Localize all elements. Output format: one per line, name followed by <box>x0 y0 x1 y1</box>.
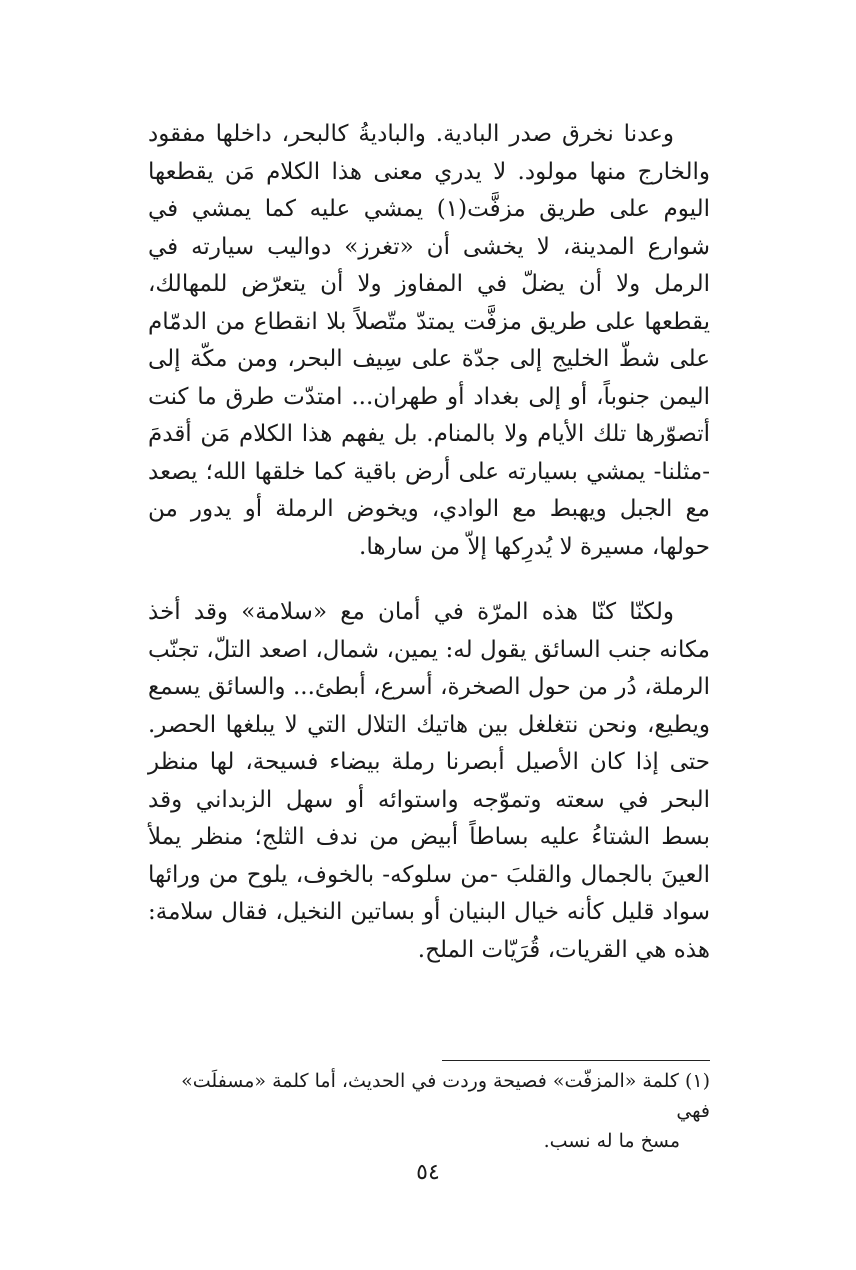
footnote-line-1: (١) كلمة «المزفّت» فصيحة وردت في الحديث، أما كلمة «مسفلَت» فهي <box>181 1070 710 1122</box>
footnote-divider <box>442 1060 710 1061</box>
paragraph-text: وعدنا نخرق صدر البادية. والباديةُ كالبحر، داخلها مفقود والخارج منها مولود. لا يدري معنى هذا الكلام مَن يقطعها اليوم على طريق مزفَّت(١) يمشي عليه كما يمشي في شوارع المدينة، لا يخشى أن «تغرز» دواليب سيارته في الرمل ولا أن يضلّ في المفاوز ولا أن يتعرّض للمهالك، يقطعها على طريق مزفَّت يمتدّ متّصلاً بلا انقطاع من الدمّام على شطّ الخليج إلى جدّة على سِيف البحر، ومن مكّة إلى اليمن جنوباً، أو إلى بغداد أو طهران... امتدّت طرق ما كنت أتصوّرها تلك الأيام ولا بالمنام. بل يفهم هذا الكلام مَن أقدمَ -مثلنا- يمشي بسيارته على أرض باقية كما خلقها الله؛ يصعد مع الجبل ويهبط مع الوادي، ويخوض الرملة أو يدور من حولها، مسيرة لا يُدرِكها إلاّ من سارها. <box>148 121 710 560</box>
body-paragraph-1 <box>148 116 710 566</box>
footnote-line-2: مسخ ما له نسب. <box>543 1130 680 1152</box>
footnote <box>148 1066 710 1156</box>
body-paragraph-2 <box>148 594 710 969</box>
page-number: ٥٤ <box>416 1160 440 1185</box>
paragraph-text: ولكنّا كنّا هذه المرّة في أمان مع «سلامة» وقد أخذ مكانه جنب السائق يقول له: يمين، شمال، اصعد التلّ، تجنّب الرملة، دُر من حول الصخرة، أسرع، أبطئ... والسائق يسمع ويطيع، ونحن نتغلغل بين هاتيك التلال التي لا يبلغها الحصر. حتى إذا كان الأصيل أبصرنا رملة بيضاء فسيحة، لها منظر البحر في سعته وتموّجه واستوائه أو سهل الزبداني وقد بسط الشتاءُ عليه بساطاً أبيض من ندف الثلج؛ منظر يملأ العينَ بالجمال والقلبَ -من سلوكه- بالخوف، يلوح من ورائها سواد قليل كأنه خيال البنيان أو بساتين النخيل، فقال سلامة: هذه هي القريات، قُرَيّات الملح. <box>148 599 710 963</box>
